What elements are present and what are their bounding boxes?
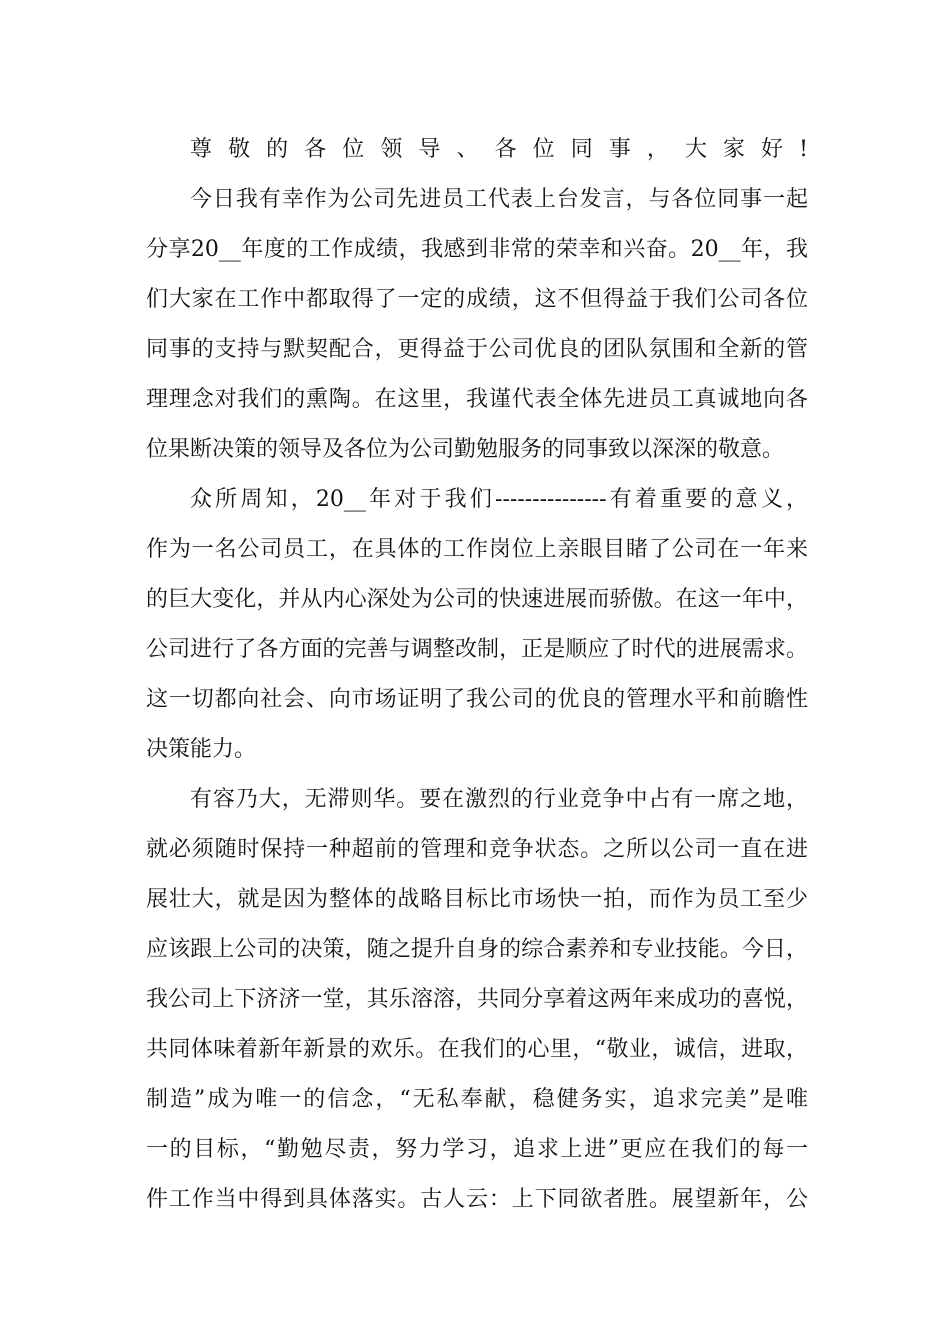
paragraph-1-line-3: 们大家在工作中都取得了一定的成绩，这不但得益于我们公司各位 (146, 287, 808, 312)
paragraph-1-line-2: 分享20__年度的工作成绩，我感到非常的荣幸和兴奋。20__年，我 (146, 237, 808, 262)
paragraph-3-line-2: 就必须随时保持一种超前的管理和竞争状态。之所以公司一直在进 (146, 837, 808, 862)
paragraph-1-line-6: 位果断决策的领导及各位为公司勤勉服务的同事致以深深的敬意。 (146, 437, 785, 462)
paragraph-3-line-8: 一的目标，“勤勉尽责，努力学习，追求上进”更应在我们的每一 (146, 1137, 808, 1162)
paragraph-2-line-5: 这一切都向社会、向市场证明了我公司的优良的管理水平和前瞻性 (146, 687, 808, 712)
greeting-line: 尊敬的各位领导、各位同事，大家好! (190, 137, 808, 162)
paragraph-3-line-5: 我公司上下济济一堂，其乐溶溶，共同分享着这两年来成功的喜悦， (146, 987, 808, 1012)
paragraph-2-line-2: 作为一名公司员工，在具体的工作岗位上亲眼目睹了公司在一年来 (146, 537, 808, 562)
paragraph-2-line-6: 决策能力。 (146, 737, 257, 762)
paragraph-2-line-1: 众所周知，20__年对于我们---------------有着重要的意义， (190, 487, 808, 512)
paragraph-3-line-7: 制造”成为唯一的信念，“无私奉献，稳健务实，追求完美”是唯 (146, 1087, 808, 1112)
paragraph-3-line-1: 有容乃大，无滞则华。要在激烈的行业竞争中占有一席之地， (190, 787, 808, 812)
paragraph-1-line-1: 今日我有幸作为公司先进员工代表上台发言，与各位同事一起 (190, 187, 808, 212)
paragraph-3-line-6: 共同体味着新年新景的欢乐。在我们的心里，“敬业，诚信，进取， (146, 1037, 808, 1062)
paragraph-2-line-3: 的巨大变化，并从内心深处为公司的快速进展而骄傲。在这一年中， (146, 587, 808, 612)
paragraph-3-line-9: 件工作当中得到具体落实。古人云：上下同欲者胜。展望新年，公 (146, 1187, 808, 1212)
paragraph-2-line-4: 公司进行了各方面的完善与调整改制，正是顺应了时代的进展需求。 (146, 637, 808, 662)
paragraph-3-line-3: 展壮大，就是因为整体的战略目标比市场快一拍，而作为员工至少 (146, 887, 808, 912)
paragraph-1-line-4: 同事的支持与默契配合，更得益于公司优良的团队氛围和全新的管 (146, 337, 808, 362)
paragraph-3-line-4: 应该跟上公司的决策，随之提升自身的综合素养和专业技能。今日， (146, 937, 808, 962)
paragraph-1-line-5: 理理念对我们的熏陶。在这里，我谨代表全体先进员工真诚地向各 (146, 387, 808, 412)
